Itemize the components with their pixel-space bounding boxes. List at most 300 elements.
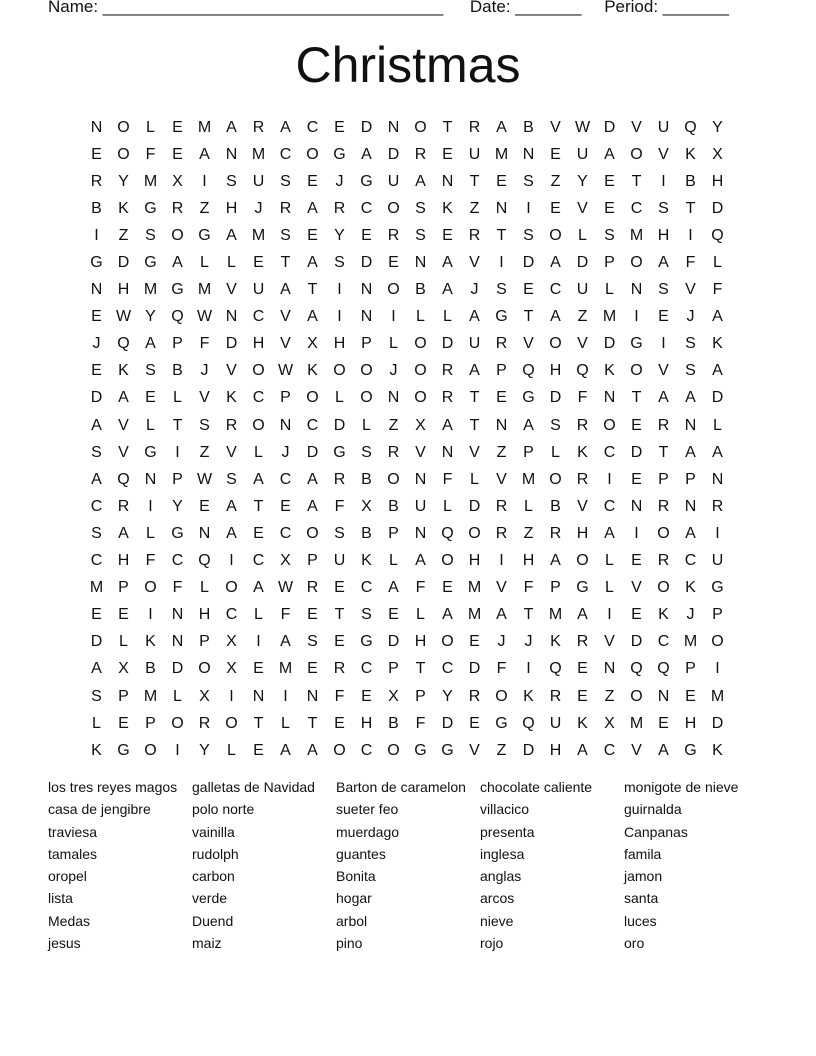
grid-letter: I [148,497,153,515]
grid-letter: Q [711,226,724,244]
grid-letter: S [145,226,156,244]
grid-letter: P [685,470,696,488]
grid-letter: A [145,335,156,353]
grid-letter: T [496,226,507,244]
grid-letter: I [94,226,99,244]
grid-letter: S [226,172,237,190]
grid-letter: S [226,470,237,488]
grid-letter: W [115,308,132,326]
grid-letter: O [495,687,508,705]
word-bank-item: hogar [336,890,372,907]
grid-letter: R [468,687,481,705]
grid-letter: G [144,443,157,461]
grid-letter: A [226,118,237,136]
grid-letter: T [523,606,534,624]
grid-letter: V [280,308,291,326]
grid-letter: C [225,606,238,624]
grid-letter: E [91,362,102,380]
grid-letter: F [145,552,156,570]
grid-letter: X [388,687,399,705]
word-bank-item: Duend [192,912,234,929]
grid-letter: A [91,470,102,488]
grid-letter: T [469,172,480,190]
grid-letter: V [550,118,561,136]
grid-letter: F [442,470,453,488]
grid-letter: U [468,145,481,163]
grid-letter: Y [334,226,345,244]
grid-letter: N [387,389,400,407]
grid-letter: G [360,633,373,651]
word-bank-item: muerdago [336,823,400,840]
grid-letter: L [200,579,209,597]
grid-letter: D [711,199,724,217]
grid-letter: P [550,579,561,597]
grid-letter: B [361,470,372,488]
grid-letter: N [225,145,238,163]
grid-letter: R [576,470,589,488]
grid-letter: T [307,714,318,732]
grid-letter: F [523,579,534,597]
grid-letter: D [333,416,346,434]
grid-letter: N [414,470,427,488]
word-bank-item: guirnalda [624,801,682,818]
grid-letter: L [605,579,614,597]
grid-letter: D [603,335,616,353]
grid-letter: N [360,308,373,326]
grid-letter: K [712,335,723,353]
grid-letter: A [91,660,102,678]
grid-letter: E [253,741,264,759]
grid-letter: V [415,443,426,461]
grid-letter: E [388,254,399,272]
grid-letter: P [172,335,183,353]
grid-letter: I [607,606,612,624]
grid-letter: V [685,281,696,299]
grid-letter: I [148,606,153,624]
grid-letter: D [360,254,373,272]
grid-letter: L [605,281,614,299]
grid-letter: O [657,579,670,597]
grid-letter: C [603,741,616,759]
grid-letter: W [196,308,213,326]
grid-letter: M [467,606,482,624]
date-field-label[interactable]: Date: _______ [469,0,582,16]
grid-letter: A [442,254,453,272]
word-bank-item: lista [48,890,73,907]
grid-letter: R [333,470,346,488]
grid-letter: I [229,687,234,705]
grid-letter: U [252,281,265,299]
grid-letter: S [361,443,372,461]
grid-letter: E [631,552,642,570]
grid-letter: L [119,633,128,651]
grid-letter: B [388,714,399,732]
grid-letter: M [467,579,482,597]
grid-letter: L [416,308,425,326]
word-bank-item: famila [624,845,662,862]
grid-letter: O [387,741,400,759]
grid-letter: K [361,552,372,570]
grid-letter: P [199,633,210,651]
grid-letter: D [306,443,319,461]
grid-letter: S [550,416,561,434]
grid-letter: A [253,579,264,597]
grid-letter: O [630,687,643,705]
worksheet-header [48,0,748,17]
grid-letter: O [414,362,427,380]
grid-letter: U [549,714,562,732]
grid-letter: O [333,741,346,759]
grid-letter: L [92,714,101,732]
grid-letter: A [415,172,426,190]
grid-letter: E [172,118,183,136]
grid-letter: I [688,226,693,244]
grid-letter: V [604,633,615,651]
grid-letter: Z [496,443,507,461]
grid-letter: M [143,281,158,299]
grid-letter: K [145,633,156,651]
grid-letter: L [470,470,479,488]
grid-letter: Q [657,660,670,678]
grid-letter: W [574,118,591,136]
grid-letter: S [523,226,534,244]
grid-letter: R [252,118,265,136]
grid-letter: H [360,714,373,732]
grid-letter: A [577,606,588,624]
grid-letter: X [199,687,210,705]
grid-letter: N [171,606,184,624]
grid-letter: D [522,254,535,272]
grid-letter: F [334,687,345,705]
word-bank-item: rudolph [192,845,239,862]
grid-letter: A [307,497,318,515]
grid-letter: C [360,741,373,759]
grid-letter: Q [117,470,130,488]
grid-letter: A [496,606,507,624]
grid-letter: E [631,470,642,488]
grid-letter: R [657,497,670,515]
grid-letter: G [711,579,724,597]
grid-letter: O [387,470,400,488]
grid-letter: O [711,633,724,651]
grid-letter: O [171,226,184,244]
word-bank-item: arcos [480,890,515,907]
grid-letter: P [388,524,399,542]
word-bank-item: Bonita [336,868,376,885]
word-bank-item: villacico [480,801,530,818]
grid-letter: D [90,389,103,407]
grid-letter: I [526,660,531,678]
grid-letter: A [172,254,183,272]
grid-letter: V [523,335,534,353]
grid-letter: R [333,199,346,217]
word-bank-item: carbon [192,868,235,885]
grid-letter: C [252,389,265,407]
grid-letter: U [414,497,427,515]
grid-letter: K [577,714,588,732]
name-field-label[interactable]: Name: ____________________________________ [48,0,444,16]
grid-letter: F [280,606,291,624]
grid-letter: M [278,660,293,678]
grid-letter: E [388,606,399,624]
grid-letter: L [389,552,398,570]
grid-letter: D [549,389,562,407]
grid-letter: G [144,199,157,217]
grid-letter: S [280,226,291,244]
grid-letter: J [524,633,533,651]
word-bank [48,779,768,957]
grid-letter: J [686,308,695,326]
grid-letter: E [307,226,318,244]
grid-letter: X [604,714,615,732]
grid-letter: Q [171,308,184,326]
grid-letter: X [226,633,237,651]
grid-letter: S [307,633,318,651]
grid-letter: E [442,579,453,597]
grid-letter: O [252,416,265,434]
grid-letter: R [333,660,346,678]
word-bank-item: tamales [48,845,98,862]
grid-letter: G [144,254,157,272]
grid-letter: U [468,335,481,353]
grid-letter: C [360,579,373,597]
grid-letter: V [577,199,588,217]
grid-letter: F [199,335,210,353]
word-bank-item: oropel [48,868,87,885]
grid-letter: S [199,416,210,434]
grid-letter: O [117,145,130,163]
grid-letter: K [550,633,561,651]
grid-letter: V [199,389,210,407]
grid-letter: J [470,281,479,299]
grid-letter: L [335,389,344,407]
grid-letter: R [495,497,508,515]
grid-letter: E [442,145,453,163]
grid-letter: M [602,308,617,326]
grid-letter: N [711,470,724,488]
grid-letter: S [91,443,102,461]
grid-letter: A [658,741,669,759]
grid-letter: L [146,416,155,434]
grid-letter: L [443,308,452,326]
grid-letter: D [576,254,589,272]
grid-letter: A [226,524,237,542]
grid-letter: N [630,281,643,299]
grid-letter: B [685,172,696,190]
grid-letter: A [658,389,669,407]
grid-letter: R [468,226,481,244]
grid-letter: O [576,552,589,570]
grid-letter: P [685,660,696,678]
grid-letter: T [307,281,318,299]
grid-letter: V [631,741,642,759]
grid-letter: V [118,443,129,461]
grid-letter: A [280,281,291,299]
grid-letter: P [415,687,426,705]
grid-letter: O [387,199,400,217]
grid-letter: G [684,741,697,759]
grid-letter: E [307,606,318,624]
grid-letter: N [684,497,697,515]
grid-letter: T [685,199,696,217]
grid-letter: F [415,714,426,732]
grid-letter: M [197,281,212,299]
grid-letter: B [91,199,102,217]
grid-letter: V [658,362,669,380]
grid-letter: D [387,633,400,651]
grid-letter: C [360,199,373,217]
grid-letter: E [307,172,318,190]
grid-letter: F [172,579,183,597]
grid-letter: K [307,362,318,380]
grid-letter: E [658,714,669,732]
grid-letter: Y [145,308,156,326]
grid-letter: G [171,281,184,299]
grid-letter: A [253,470,264,488]
grid-letter: O [306,145,319,163]
grid-letter: Y [712,118,723,136]
grid-letter: N [252,687,265,705]
grid-letter: H [711,172,724,190]
grid-letter: A [442,281,453,299]
grid-letter: Q [549,660,562,678]
grid-letter: Y [577,172,588,190]
word-bank-item: presenta [480,823,535,840]
grid-letter: G [414,741,427,759]
grid-letter: I [391,308,396,326]
grid-letter: E [307,660,318,678]
grid-letter: E [550,145,561,163]
grid-letter: A [577,741,588,759]
grid-letter: P [388,660,399,678]
grid-letter: D [468,497,481,515]
grid-letter: A [496,118,507,136]
grid-letter: U [576,145,589,163]
grid-letter: J [92,335,101,353]
grid-letter: S [334,254,345,272]
grid-letter: Z [577,308,588,326]
grid-letter: S [145,362,156,380]
grid-letter: O [333,362,346,380]
grid-letter: O [360,362,373,380]
grid-letter: O [549,470,562,488]
grid-letter: N [414,254,427,272]
grid-letter: A [226,497,237,515]
grid-letter: G [441,741,454,759]
grid-letter: E [172,145,183,163]
grid-letter: J [335,172,344,190]
grid-letter: R [117,497,130,515]
grid-letter: G [495,714,508,732]
grid-letter: F [712,281,723,299]
grid-letter: L [173,389,182,407]
word-bank-item: anglas [480,868,522,885]
grid-letter: S [685,362,696,380]
grid-letter: R [414,145,427,163]
grid-letter: F [415,579,426,597]
grid-letter: A [550,308,561,326]
grid-letter: M [629,226,644,244]
grid-letter: A [712,443,723,461]
page-title: Christmas [295,37,521,93]
grid-letter: S [496,281,507,299]
grid-letter: L [578,226,587,244]
grid-letter: A [604,524,615,542]
grid-letter: K [91,741,102,759]
grid-letter: E [118,606,129,624]
grid-letter: B [388,497,399,515]
grid-letter: C [252,552,265,570]
word-bank-item: inglesa [480,845,525,862]
grid-letter: H [198,606,211,624]
grid-letter: A [442,416,453,434]
grid-letter: L [389,335,398,353]
grid-letter: N [603,660,616,678]
grid-letter: K [577,443,588,461]
grid-letter: V [577,335,588,353]
grid-letter: M [89,579,104,597]
grid-letter: O [549,335,562,353]
grid-letter: E [631,416,642,434]
grid-letter: Z [550,172,561,190]
grid-letter: O [441,552,454,570]
grid-letter: N [414,524,427,542]
grid-letter: D [522,741,535,759]
grid-letter: R [576,633,589,651]
grid-letter: C [306,118,319,136]
grid-letter: C [603,443,616,461]
grid-letter: T [631,389,642,407]
grid-letter: E [469,633,480,651]
grid-letter: E [442,226,453,244]
grid-letter: L [551,443,560,461]
grid-letter: A [523,416,534,434]
word-bank-item: arbol [336,912,368,929]
grid-letter: M [251,145,266,163]
grid-letter: H [684,714,697,732]
grid-letter: T [253,714,264,732]
grid-letter: H [468,552,481,570]
grid-letter: P [712,606,723,624]
grid-letter: N [603,389,616,407]
grid-letter: O [252,362,265,380]
grid-letter: X [712,145,723,163]
grid-letter: O [414,118,427,136]
grid-letter: V [469,741,480,759]
grid-letter: H [252,335,265,353]
grid-letter: E [334,633,345,651]
grid-letter: E [253,660,264,678]
grid-letter: R [225,416,238,434]
grid-letter: N [441,172,454,190]
grid-letter: D [90,633,103,651]
grid-letter: C [360,660,373,678]
grid-letter: A [280,741,291,759]
period-field-label[interactable]: Period: _______ [604,0,729,16]
grid-letter: N [225,308,238,326]
grid-letter: I [634,524,639,542]
grid-letter: A [442,606,453,624]
grid-letter: D [441,335,454,353]
grid-letter: O [414,335,427,353]
grid-letter: L [254,443,263,461]
grid-letter: Q [522,714,535,732]
grid-letter: X [361,497,372,515]
grid-letter: R [441,362,454,380]
grid-letter: V [118,416,129,434]
grid-letter: T [631,172,642,190]
grid-letter: P [496,362,507,380]
